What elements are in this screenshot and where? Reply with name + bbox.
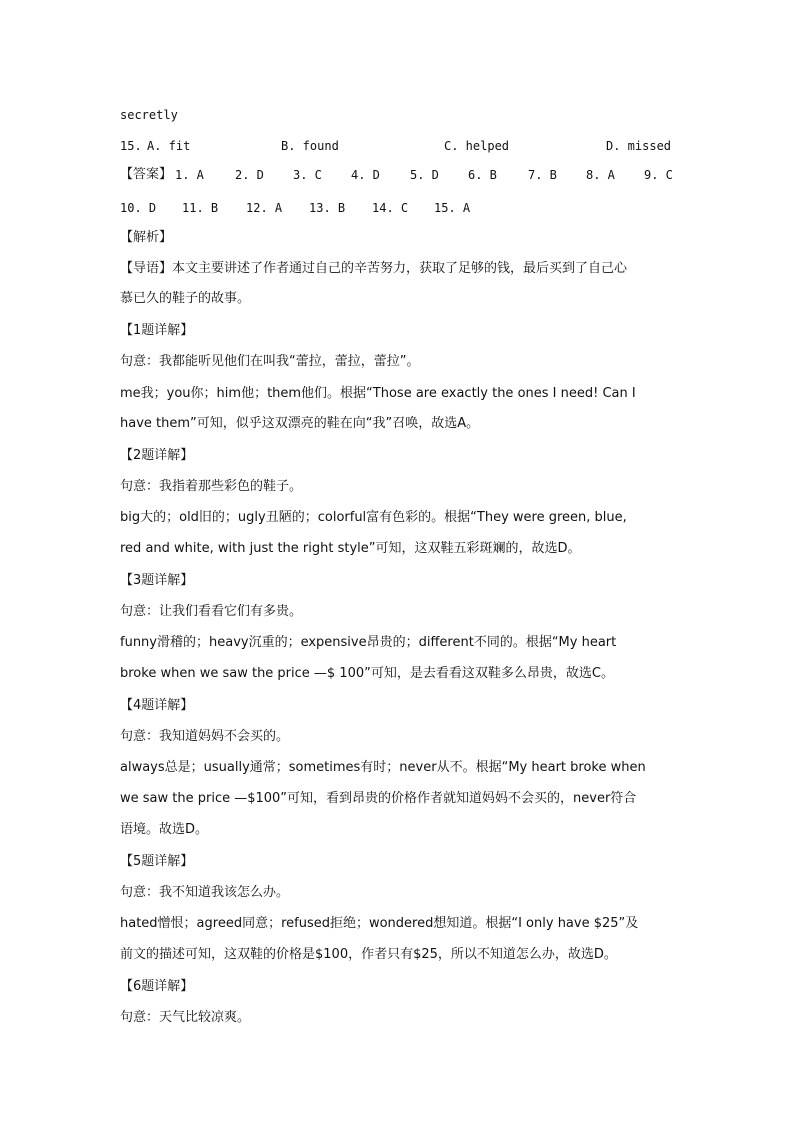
answer-item: 14. C: [372, 201, 409, 215]
explanation-line: me我；you你；him他；them他们。根据“Those are exactly the ones I need! Can I: [120, 386, 636, 401]
answer-item: 6. B: [468, 168, 497, 182]
answer-item: 11. B: [182, 201, 219, 215]
top-fragment: secretly: [120, 108, 178, 122]
answer-item: 7. B: [528, 168, 557, 182]
explanation-line: broke when we saw the price —$ 100”可知，是去看看这双鞋多么昂贵，故选C。: [120, 666, 614, 681]
answer-item: 1. A: [175, 168, 204, 182]
sentence-meaning: 句意：我都能听见他们在叫我“蕾拉，蕾拉，蕾拉”。: [120, 354, 420, 369]
q15-option-b: B. found: [281, 139, 339, 153]
answer-label: 【答案】: [120, 167, 173, 182]
answer-item: 12. A: [246, 201, 283, 215]
sentence-meaning: 句意：天气比较凉爽。: [120, 1010, 251, 1025]
answer-item: 15. A: [434, 201, 471, 215]
sentence-meaning: 句意：我指着那些彩色的鞋子。: [120, 479, 303, 494]
explanation-line: 语境。故选D。: [120, 822, 209, 837]
explanation-line: 前文的描述可知，这双鞋的价格是$100，作者只有$25，所以不知道怎么办，故选D。: [120, 947, 617, 962]
q15-option-c: C. helped: [444, 139, 510, 153]
explanation-line: have them”可知，似乎这双漂亮的鞋在向“我”召唤，故选A。: [120, 416, 480, 431]
section-heading: 【5题详解】: [120, 854, 194, 869]
explanation-line: we saw the price —$100”可知，看到昂贵的价格作者就知道妈妈不会买的，never符合: [120, 791, 637, 806]
answer-item: 13. B: [309, 201, 346, 215]
answer-item: 5. D: [410, 168, 439, 182]
section-heading: 【2题详解】: [120, 448, 194, 463]
q15-number: 15.: [120, 139, 142, 153]
analysis-label: 【解析】: [120, 230, 173, 245]
sentence-meaning: 句意：我不知道我该怎么办。: [120, 885, 290, 900]
explanation-line: hated憎恨；agreed同意；refused拒绝；wondered想知道。根据“I only have $25”及: [120, 916, 639, 931]
q15-option-d: D. missed: [606, 139, 672, 153]
section-heading: 【1题详解】: [120, 323, 194, 338]
answer-item: 10. D: [120, 201, 157, 215]
section-heading: 【3题详解】: [120, 573, 194, 588]
answer-item: 2. D: [235, 168, 264, 182]
explanation-line: funny滑稽的；heavy沉重的；expensive昂贵的；different不同的。根据“My heart: [120, 635, 617, 650]
answer-item: 9. C: [644, 168, 673, 182]
sentence-meaning: 句意：我知道妈妈不会买的。: [120, 729, 290, 744]
section-heading: 【4题详解】: [120, 698, 194, 713]
intro-line: 慕已久的鞋子的故事。: [120, 291, 251, 306]
explanation-line: always总是；usually通常；sometimes有时；never从不。根据“My heart broke when: [120, 760, 646, 775]
answer-item: 3. C: [293, 168, 322, 182]
answer-item: 4. D: [351, 168, 380, 182]
answer-item: 8. A: [586, 168, 615, 182]
explanation-line: red and white, with just the right style”可知，这双鞋五彩斑斓的，故选D。: [120, 541, 581, 556]
intro-line: 【导语】本文主要讲述了作者通过自己的辛苦努力，获取了足够的钱，最后买到了自己心: [120, 261, 628, 276]
explanation-line: big大的；old旧的；ugly丑陋的；colorful富有色彩的。根据“They were green, blue,: [120, 510, 627, 525]
section-heading: 【6题详解】: [120, 979, 194, 994]
sentence-meaning: 句意：让我们看看它们有多贵。: [120, 604, 303, 619]
q15-option-a: A. fit: [147, 139, 191, 153]
